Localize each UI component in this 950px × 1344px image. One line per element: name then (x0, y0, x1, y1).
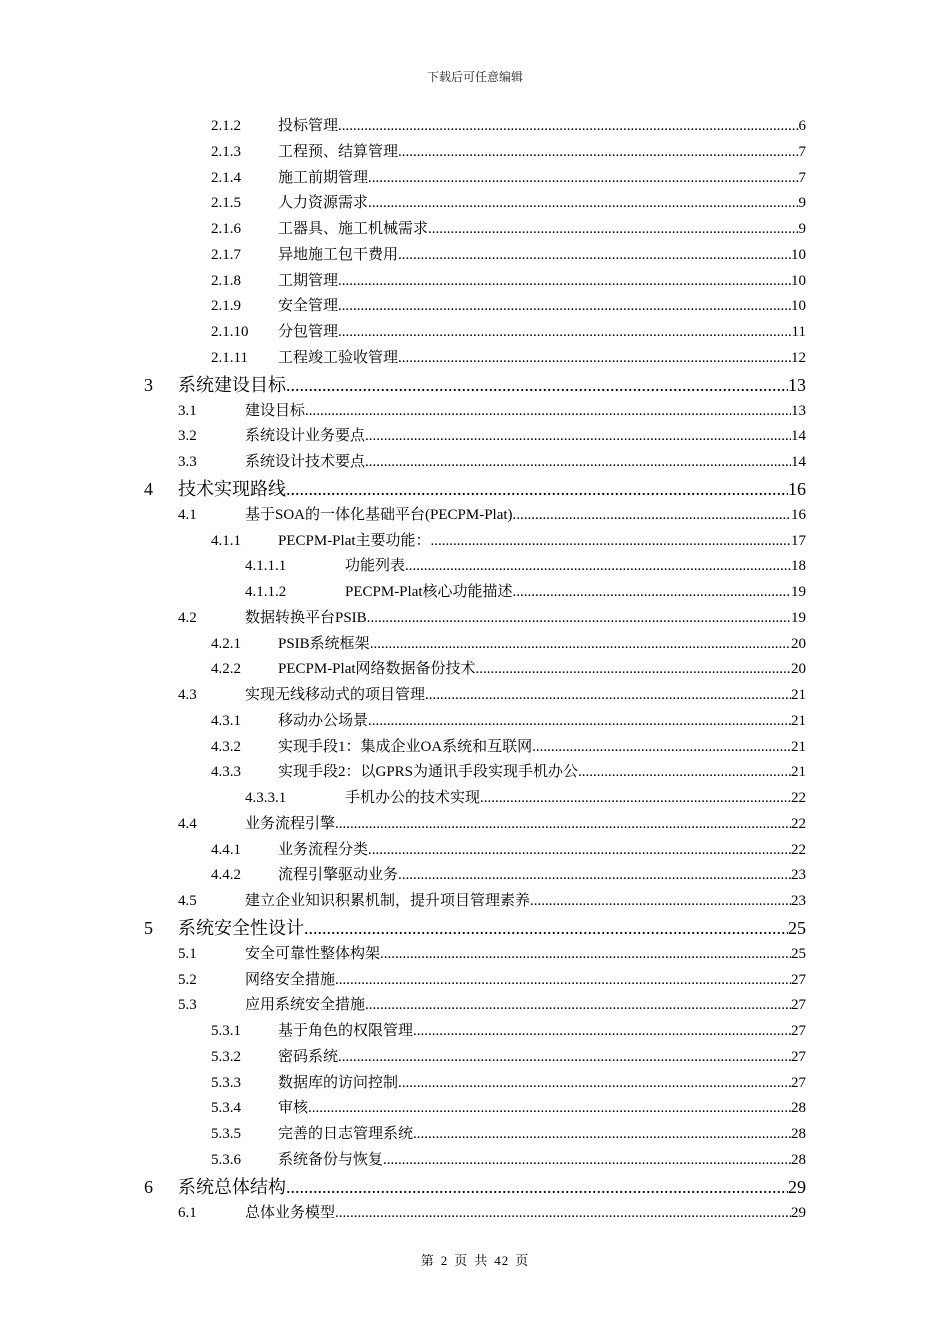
toc-entry[interactable] (0, 114, 950, 140)
footer-suffix: 页 (515, 1253, 530, 1268)
toc-entry-number: 4.2 (178, 609, 197, 626)
toc-entry-page: 27 (791, 1023, 806, 1039)
toc-entry-number: 4.5 (178, 893, 197, 909)
toc-dot-leader (335, 968, 791, 994)
toc-entry-line (278, 735, 806, 761)
toc-dot-leader (513, 503, 791, 529)
toc-entry[interactable] (0, 942, 950, 968)
toc-entry-page: 21 (791, 738, 806, 755)
toc-entry-line (345, 554, 806, 580)
toc-entry-number: 4.3 (178, 687, 197, 703)
toc-entry[interactable] (0, 424, 950, 450)
toc-entry[interactable] (0, 140, 950, 166)
toc-dot-leader (286, 476, 788, 503)
toc-entry[interactable] (0, 889, 950, 915)
toc-entry-title: 投标管理 (278, 118, 339, 134)
toc-entry-page: 10 (791, 246, 806, 263)
toc-entry-page: 21 (791, 764, 806, 781)
toc-entry-title: 实现手段1：集成企业OA系统和互联网 (278, 738, 533, 755)
toc-entry-title: 实现手段2：以GPRS为通讯手段实现手机办公 (278, 764, 579, 781)
toc-entry-number: 2.1.11 (211, 349, 248, 366)
toc-entry-page: 22 (791, 815, 806, 832)
toc-dot-leader (338, 1045, 791, 1071)
toc-dot-leader (413, 1122, 791, 1148)
toc-entry-page: 20 (791, 635, 806, 652)
toc-dot-leader (338, 320, 792, 346)
toc-dot-leader (398, 346, 791, 372)
toc-entry-title: 系统安全性设计 (178, 917, 304, 938)
toc-entry-page: 22 (791, 841, 806, 858)
toc-entry[interactable] (0, 760, 950, 786)
toc-entry-line (245, 399, 806, 425)
toc-entry-title: 移动办公场景 (278, 712, 369, 729)
toc-entry-title: 基于SOA的一体化基础平台(PECPM-Plat) (245, 506, 513, 523)
toc-dot-leader (338, 114, 798, 140)
toc-entry-page: 18 (791, 558, 806, 575)
toc-entry-line (278, 1148, 806, 1174)
toc-dot-leader (308, 1096, 791, 1122)
toc-entry-page: 7 (798, 169, 806, 186)
toc-entry-number: 5 (144, 917, 153, 938)
toc-entry-line (245, 942, 806, 968)
toc-entry-line (278, 140, 806, 166)
toc-dot-leader (431, 529, 791, 555)
toc-entry-title: 工程竣工验收管理 (278, 349, 399, 366)
page-header (0, 68, 950, 85)
toc-entry-line (245, 889, 806, 915)
toc-dot-leader (305, 399, 791, 425)
toc-entry-title: 人力资源需求 (278, 195, 369, 212)
toc-entry-number: 2.1.7 (211, 246, 241, 263)
toc-entry-page: 21 (791, 687, 806, 703)
toc-entry-number: 3.2 (178, 428, 197, 445)
toc-entry-line (245, 993, 806, 1019)
toc-entry-line (278, 863, 806, 889)
toc-entry-line (178, 915, 806, 942)
toc-entry-line (178, 476, 806, 503)
toc-dot-leader (286, 1174, 788, 1201)
toc-dot-leader (338, 294, 791, 320)
toc-entry-page: 22 (791, 790, 806, 806)
toc-dot-leader (428, 217, 798, 243)
toc-entry-page: 12 (791, 349, 806, 366)
toc-entry-title: 建设目标 (245, 402, 306, 419)
toc-entry[interactable] (0, 1019, 950, 1045)
toc-entry-page: 16 (788, 478, 806, 499)
toc-entry-number: 6 (144, 1176, 153, 1197)
toc-entry-title: 系统总体结构 (178, 1176, 286, 1197)
toc-entry-title: 安全管理 (278, 298, 339, 315)
toc-entry-number: 4.1.1.2 (245, 584, 287, 600)
toc-entry-number: 4.3.3 (211, 764, 241, 781)
toc-entry-title: 数据转换平台PSIB (245, 609, 367, 626)
toc-dot-leader (398, 863, 791, 889)
toc-entry-line (278, 243, 806, 269)
toc-entry-number: 2.1.2 (211, 118, 241, 134)
toc-entry-line (278, 166, 806, 192)
toc-entry[interactable] (0, 1045, 950, 1071)
toc-entry-page: 13 (791, 402, 806, 419)
toc-entry-line (278, 1045, 806, 1071)
toc-entry-title: 系统备份与恢复 (278, 1151, 384, 1168)
table-of-contents (0, 114, 950, 1226)
toc-entry[interactable] (0, 320, 950, 346)
toc-entry-page: 10 (791, 272, 806, 289)
footer-total-word: 共 (474, 1253, 489, 1268)
toc-entry-title: 分包管理 (278, 324, 339, 340)
toc-entry[interactable] (0, 1071, 950, 1097)
toc-entry-number: 4.3.3.1 (245, 790, 287, 806)
toc-entry[interactable] (0, 217, 950, 243)
toc-entry-line (245, 968, 806, 994)
toc-entry-page: 14 (791, 428, 806, 445)
toc-entry-page: 19 (791, 584, 806, 600)
toc-entry-page: 9 (798, 221, 806, 237)
toc-entry[interactable] (0, 450, 950, 476)
toc-entry[interactable] (0, 580, 950, 606)
toc-entry-page: 11 (791, 324, 806, 340)
toc-entry-page: 27 (791, 971, 806, 988)
toc-dot-leader (335, 812, 791, 838)
toc-entry[interactable] (0, 1148, 950, 1174)
toc-entry-title: 工程预、结算管理 (278, 143, 399, 160)
toc-entry-title: 密码系统 (278, 1048, 339, 1065)
toc-dot-leader (367, 606, 791, 632)
toc-entry[interactable] (0, 683, 950, 709)
toc-entry-number: 4.2.2 (211, 661, 241, 678)
toc-entry-title: 基于角色的权限管理 (278, 1023, 414, 1039)
toc-entry-page: 10 (791, 298, 806, 315)
header-text: 下载后可任意编辑 (426, 70, 523, 84)
toc-entry[interactable] (0, 166, 950, 192)
toc-entry-number: 3.3 (178, 454, 197, 470)
toc-entry-title: 工期管理 (278, 272, 339, 289)
toc-entry[interactable] (0, 1096, 950, 1122)
toc-entry-line (278, 1019, 806, 1045)
toc-entry-page: 23 (791, 867, 806, 884)
toc-entry-title: 业务流程引擎 (245, 815, 336, 832)
toc-entry-page: 21 (791, 712, 806, 729)
toc-entry-number: 5.3.2 (211, 1048, 241, 1065)
toc-entry-number: 5.3.5 (211, 1126, 241, 1142)
toc-entry-page: 9 (798, 195, 806, 212)
toc-entry-line (178, 372, 806, 399)
toc-entry[interactable] (0, 915, 950, 942)
toc-entry-line (345, 786, 806, 812)
toc-entry-number: 2.1.9 (211, 298, 241, 315)
toc-dot-leader (480, 786, 791, 812)
toc-dot-leader (368, 709, 791, 735)
toc-entry-line (278, 346, 806, 372)
toc-dot-leader (383, 1148, 791, 1174)
toc-entry[interactable] (0, 503, 950, 529)
toc-dot-leader (578, 760, 791, 786)
toc-entry-line (245, 424, 806, 450)
toc-entry-title: 应用系统安全措施 (245, 997, 366, 1014)
toc-entry-number: 4.1.1 (211, 532, 241, 549)
toc-entry-title: PECPM-Plat主要功能： (278, 532, 431, 549)
toc-dot-leader (513, 580, 791, 606)
toc-entry[interactable] (0, 529, 950, 555)
toc-entry-line (278, 269, 806, 295)
toc-dot-leader (380, 942, 791, 968)
toc-entry-page: 23 (791, 893, 806, 909)
toc-entry-page: 19 (791, 609, 806, 626)
toc-entry-title: 功能列表 (345, 558, 406, 575)
toc-entry[interactable] (0, 863, 950, 889)
toc-entry-title: 工器具、施工机械需求 (278, 221, 429, 237)
toc-entry-number: 5.3 (178, 997, 197, 1014)
toc-entry-page: 28 (791, 1126, 806, 1142)
toc-entry-number: 4.3.1 (211, 712, 241, 729)
toc-entry-title: 系统设计业务要点 (245, 428, 366, 445)
toc-entry-page: 28 (791, 1100, 806, 1117)
toc-entry[interactable] (0, 476, 950, 503)
toc-entry-number: 2.1.8 (211, 272, 241, 289)
toc-entry-page: 7 (798, 143, 806, 160)
toc-entry-line (278, 709, 806, 735)
toc-entry[interactable] (0, 838, 950, 864)
toc-entry-line (278, 294, 806, 320)
toc-dot-leader (425, 683, 791, 709)
toc-dot-leader (413, 1019, 791, 1045)
toc-entry[interactable] (0, 243, 950, 269)
toc-entry-line (278, 529, 806, 555)
toc-dot-leader (398, 1071, 791, 1097)
toc-entry-number: 5.1 (178, 945, 197, 962)
toc-entry-title: 完善的日志管理系统 (278, 1126, 414, 1142)
toc-entry-number: 2.1.5 (211, 195, 241, 212)
toc-dot-leader (338, 269, 791, 295)
toc-entry-title: 技术实现路线 (178, 478, 286, 499)
toc-entry[interactable] (0, 735, 950, 761)
toc-entry[interactable] (0, 657, 950, 683)
toc-entry[interactable] (0, 554, 950, 580)
toc-dot-leader (370, 632, 791, 658)
toc-entry[interactable] (0, 1174, 950, 1201)
toc-entry-line (178, 1174, 806, 1201)
toc-entry-page: 29 (791, 1204, 806, 1221)
toc-entry[interactable] (0, 968, 950, 994)
toc-entry-title: 建立企业知识积累机制，提升项目管理素养 (245, 893, 531, 909)
toc-entry-page: 28 (791, 1151, 806, 1168)
toc-entry[interactable] (0, 632, 950, 658)
toc-entry-title: 系统设计技术要点 (245, 454, 366, 470)
toc-dot-leader (398, 140, 798, 166)
toc-entry-line (278, 632, 806, 658)
toc-entry-line (245, 1201, 806, 1227)
toc-entry-title: 系统建设目标 (178, 374, 286, 395)
toc-entry[interactable] (0, 294, 950, 320)
toc-entry[interactable] (0, 993, 950, 1019)
toc-entry-page: 14 (791, 454, 806, 470)
toc-entry-page: 25 (788, 917, 806, 938)
toc-entry-number: 2.1.4 (211, 169, 241, 186)
toc-entry-title: 实现无线移动式的项目管理 (245, 687, 426, 703)
toc-entry-title: 异地施工包干费用 (278, 246, 399, 263)
toc-entry-number: 4 (144, 478, 153, 499)
toc-dot-leader (368, 191, 798, 217)
toc-entry-title: 网络安全措施 (245, 971, 336, 988)
toc-entry[interactable] (0, 372, 950, 399)
toc-dot-leader (405, 554, 791, 580)
toc-entry-title: 总体业务模型 (245, 1204, 336, 1221)
toc-entry-title: 安全可靠性整体构架 (245, 945, 381, 962)
toc-entry-number: 5.3.4 (211, 1100, 241, 1117)
toc-dot-leader (476, 657, 791, 683)
toc-entry-page: 16 (791, 506, 806, 523)
toc-dot-leader (365, 450, 791, 476)
footer-page-word: 页 (454, 1253, 469, 1268)
toc-entry[interactable] (0, 606, 950, 632)
toc-entry[interactable] (0, 812, 950, 838)
toc-dot-leader (368, 838, 791, 864)
toc-entry-page: 27 (791, 1074, 806, 1091)
toc-entry[interactable] (0, 786, 950, 812)
toc-entry-title: PSIB系统框架 (278, 635, 370, 652)
toc-entry-number: 4.4 (178, 815, 197, 832)
toc-entry-page: 29 (788, 1176, 806, 1197)
toc-entry-title: PECPM-Plat网络数据备份技术 (278, 661, 476, 678)
toc-entry-number: 5.3.1 (211, 1023, 241, 1039)
toc-entry-page: 20 (791, 661, 806, 678)
toc-entry-number: 2.1.3 (211, 143, 241, 160)
toc-entry-line (278, 657, 806, 683)
toc-entry-number: 5.3.3 (211, 1074, 241, 1091)
toc-entry-number: 4.1 (178, 506, 197, 523)
toc-entry-line (345, 580, 806, 606)
toc-entry-number: 4.4.1 (211, 841, 241, 858)
toc-entry-line (245, 812, 806, 838)
toc-entry-line (278, 320, 806, 346)
toc-entry-line (278, 1071, 806, 1097)
toc-entry-number: 2.1.10 (211, 324, 249, 340)
toc-entry-title: 审核 (278, 1100, 309, 1117)
toc-entry-number: 4.3.2 (211, 738, 241, 755)
toc-entry-number: 6.1 (178, 1204, 197, 1221)
toc-entry[interactable] (0, 399, 950, 425)
toc-entry[interactable] (0, 346, 950, 372)
toc-dot-leader (365, 993, 791, 1019)
toc-entry-title: 流程引擎驱动业务 (278, 867, 399, 884)
toc-entry-page: 27 (791, 997, 806, 1014)
toc-dot-leader (365, 424, 791, 450)
toc-entry-page: 27 (791, 1048, 806, 1065)
toc-entry-line (245, 606, 806, 632)
toc-entry-number: 2.1.6 (211, 221, 241, 237)
toc-dot-leader (304, 915, 788, 942)
toc-entry-page: 6 (798, 118, 806, 134)
footer-prefix: 第 (420, 1253, 435, 1268)
toc-dot-leader (532, 735, 791, 761)
toc-entry-number: 5.3.6 (211, 1151, 241, 1168)
toc-entry[interactable] (0, 269, 950, 295)
toc-entry-page: 17 (791, 532, 806, 549)
toc-entry[interactable] (0, 1122, 950, 1148)
toc-entry-number: 4.4.2 (211, 867, 241, 884)
toc-entry-page: 13 (788, 374, 806, 395)
toc-entry[interactable] (0, 191, 950, 217)
toc-entry[interactable] (0, 709, 950, 735)
toc-entry-title: 施工前期管理 (278, 169, 369, 186)
toc-entry-line (245, 683, 806, 709)
toc-dot-leader (530, 889, 791, 915)
toc-dot-leader (398, 243, 791, 269)
toc-entry-line (278, 1122, 806, 1148)
toc-dot-leader (286, 372, 788, 399)
toc-entry-line (245, 450, 806, 476)
toc-dot-leader (368, 166, 798, 192)
toc-entry-number: 4.2.1 (211, 635, 241, 652)
toc-entry-title: PECPM-Plat核心功能描述 (345, 584, 513, 600)
toc-entry[interactable] (0, 1201, 950, 1227)
toc-entry-number: 3 (144, 374, 153, 395)
toc-entry-line (278, 838, 806, 864)
toc-entry-line (245, 503, 806, 529)
toc-entry-number: 4.1.1.1 (245, 558, 287, 575)
page-footer (0, 1250, 950, 1269)
toc-entry-page: 25 (791, 945, 806, 962)
footer-current-page: 2 (440, 1253, 449, 1268)
footer-total-pages: 42 (494, 1253, 510, 1268)
toc-dot-leader (335, 1201, 791, 1227)
toc-entry-line (278, 1096, 806, 1122)
toc-entry-title: 业务流程分类 (278, 841, 369, 858)
toc-entry-line (278, 114, 806, 140)
toc-entry-line (278, 217, 806, 243)
toc-entry-number: 3.1 (178, 402, 197, 419)
toc-entry-line (278, 760, 806, 786)
toc-entry-title: 手机办公的技术实现 (345, 790, 481, 806)
toc-entry-title: 数据库的访问控制 (278, 1074, 399, 1091)
toc-entry-number: 5.2 (178, 971, 197, 988)
toc-entry-line (278, 191, 806, 217)
